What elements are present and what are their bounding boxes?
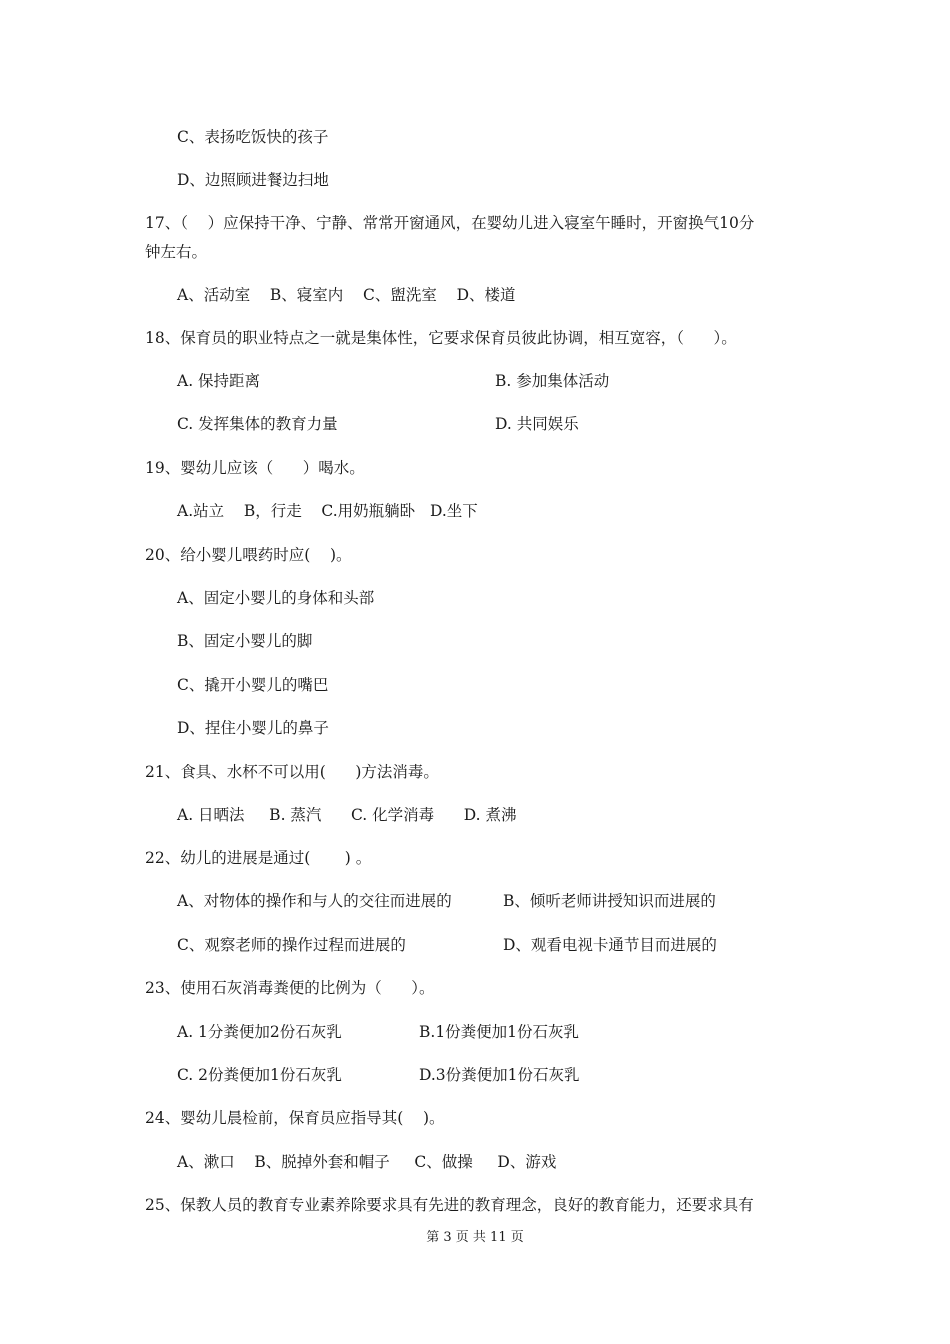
q23-stem: 23、使用石灰消毒粪便的比例为（ ）。: [145, 979, 435, 997]
q19-stem: 19、婴幼儿应该（ ）喝水。: [145, 459, 365, 477]
q23-option-c: C. 2份粪便加1份石灰乳: [177, 1066, 342, 1084]
page-footer: 第 3 页 共 11 页: [426, 1230, 524, 1245]
q17-options: A、活动室 B、寝室内 C、盥洗室 D、楼道: [177, 286, 516, 304]
q17-stem-line2: 钟左右。: [145, 243, 208, 261]
q23-option-d: D.3份粪便加1份石灰乳: [419, 1066, 580, 1084]
q21-stem: 21、食具、水杯不可以用( )方法消毒。: [145, 763, 439, 781]
q24-options: A、漱口 B、脱掉外套和帽子 C、做操 D、游戏: [177, 1153, 557, 1171]
q18-option-b: B. 参加集体活动: [495, 372, 610, 390]
q23-option-a: A. 1分粪便加2份石灰乳: [177, 1023, 342, 1041]
q20-option-c: C、撬开小婴儿的嘴巴: [177, 676, 329, 694]
q18-option-c: C. 发挥集体的教育力量: [177, 415, 338, 433]
q25-stem-line1: 25、保教人员的教育专业素养除要求具有先进的教育理念，良好的教育能力，还要求具有: [145, 1196, 754, 1214]
q19-options: A.站立 B，行走 C.用奶瓶躺卧 D.坐下: [177, 502, 478, 520]
q20-option-b: B、固定小婴儿的脚: [177, 632, 313, 650]
q24-stem: 24、婴幼儿晨检前，保育员应指导其( )。: [145, 1109, 445, 1127]
q16-option-c: C、表扬吃饭快的孩子: [177, 128, 329, 146]
q16-option-d: D、边照顾进餐边扫地: [177, 171, 329, 189]
q20-option-d: D、捏住小婴儿的鼻子: [177, 719, 329, 737]
q18-option-d: D. 共同娱乐: [495, 415, 579, 433]
q17-stem-line1: 17、（ ）应保持干净、宁静、常常开窗通风，在婴幼儿进入寝室午睡时，开窗换气10分: [145, 214, 755, 232]
q20-stem: 20、给小婴儿喂药时应( )。: [145, 546, 352, 564]
q22-option-a: A、对物体的操作和与人的交往而进展的: [177, 892, 452, 910]
q21-options: A. 日晒法 B. 蒸汽 C. 化学消毒 D. 煮沸: [177, 806, 517, 824]
q18-stem: 18、保育员的职业特点之一就是集体性，它要求保育员彼此协调，相互宽容，（ ）。: [145, 329, 737, 347]
q22-option-b: B、倾听老师讲授知识而进展的: [503, 892, 716, 910]
q18-option-a: A. 保持距离: [177, 372, 261, 390]
q23-option-b: B.1份粪便加1份石灰乳: [419, 1023, 580, 1041]
q22-option-c: C、观察老师的操作过程而进展的: [177, 936, 406, 954]
q20-option-a: A、固定小婴儿的身体和头部: [177, 589, 375, 607]
q22-stem: 22、幼儿的进展是通过( ) 。: [145, 849, 372, 867]
q22-option-d: D、观看电视卡通节目而进展的: [503, 936, 717, 954]
